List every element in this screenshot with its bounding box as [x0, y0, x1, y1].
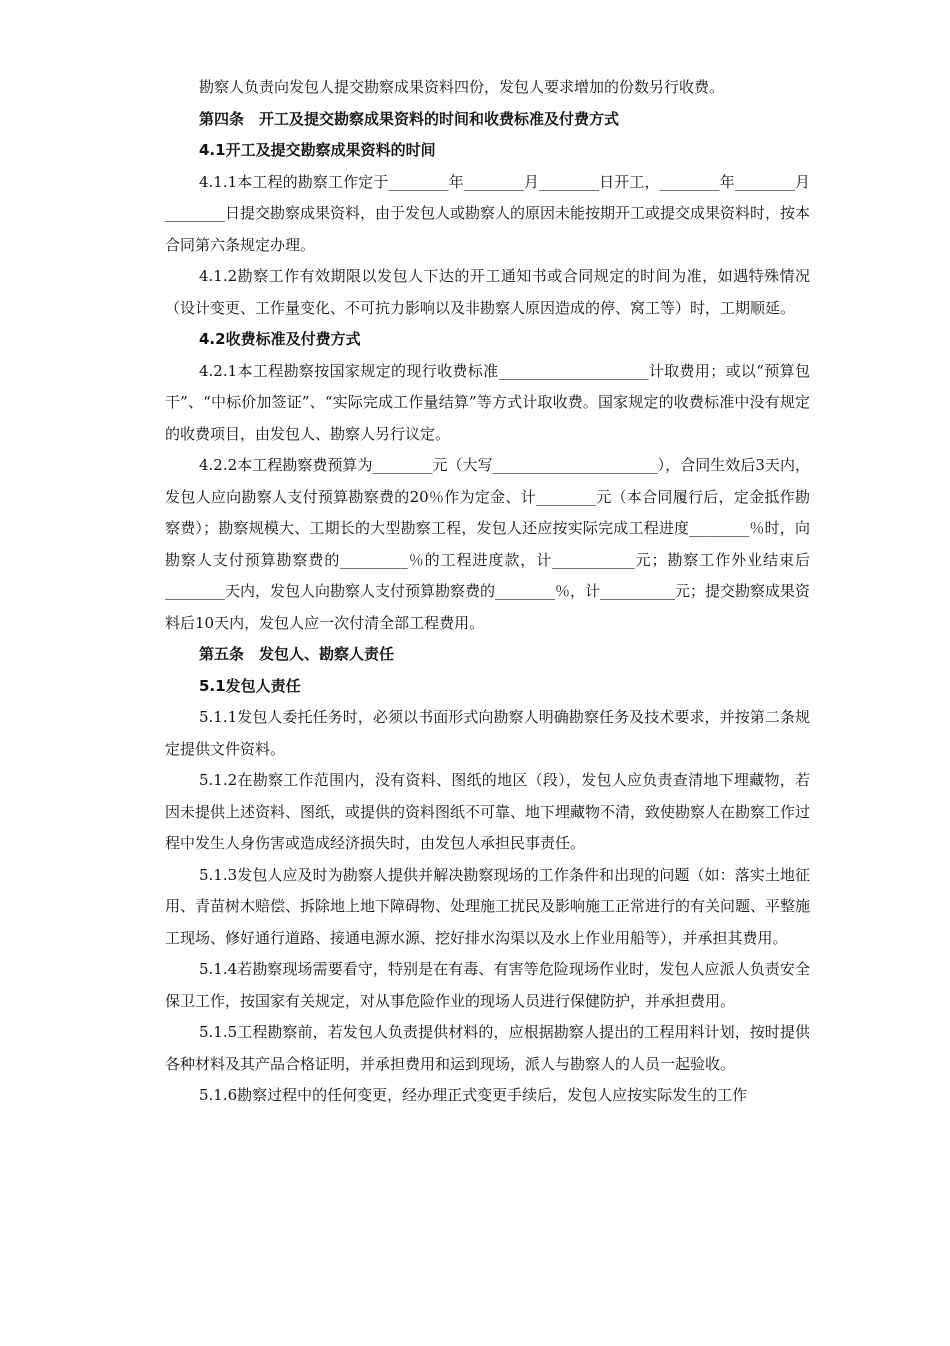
clause-4-2-1: 4.2.1本工程勘察按国家规定的现行收费标准____________________计取费用；或以“预算包干”、“中标价加签证”、“实际完成工作量结算”等方式计取收费。国家规定的收费标准中没有规定的收费项目，由发包人、勘察人另行议定。 — [165, 361, 810, 443]
clause-4-1-2: 4.1.2勘察工作有效期限以发包人下达的开工通知书或合同规定的时间为准，如遇特殊情况（设计变更、工作量变化、不可抗力影响以及非勘察人原因造成的停、窝工等）时，工期顺延。 — [165, 267, 810, 317]
document-body — [165, 72, 810, 1112]
clause-5-1-6: 5.1.6勘察过程中的任何变更，经办理正式变更手续后，发包人应按实际发生的工作 — [199, 1086, 748, 1104]
section-4-2-heading: 4.2收费标准及付费方式 — [199, 330, 361, 348]
clause-5-1-3: 5.1.3发包人应及时为勘察人提供并解决勘察现场的工作条件和出现的问题（如：落实土地征用、青苗树木赔偿、拆除地上地下障碍物、处理施工扰民及影响施工正常进行的有关问题、平整施工现场、修好通行道路、接通电源水源、挖好排水沟渠以及水上作业用船等），并承担其费用。 — [165, 865, 811, 947]
clause-5-1-4: 5.1.4若勘察现场需要看守，特别是在有毒、有害等危险现场作业时，发包人应派人负责安全保卫工作，按国家有关规定，对从事危险作业的现场人员进行保健防护，并承担费用。 — [165, 960, 810, 1010]
section-4-1-heading: 4.1开工及提交勘察成果资料的时间 — [199, 141, 436, 159]
clause-5-1-5: 5.1.5工程勘察前，若发包人负责提供材料的，应根据勘察人提出的工程用料计划，按时提供各种材料及其产品合格证明，并承担费用和运到现场，派人与勘察人的人员一起验收。 — [165, 1023, 810, 1073]
article-4-heading: 第四条 开工及提交勘察成果资料的时间和收费标准及付费方式 — [199, 109, 620, 128]
clause-4-1-1: 4.1.1本工程的勘察工作定于________年________月________日开工，________年________月________日提交勘察成果资料，由于发包人或勘察人的原因未能按期开工或提交成果资料时，按本合同第六条规定办理。 — [165, 172, 811, 254]
clause-5-1-2: 5.1.2在勘察工作范围内，没有资料、图纸的地区（段），发包人应负责查清地下埋藏物，若因未提供上述资料、图纸，或提供的资料图纸不可靠、地下埋藏物不清，致使勘察人在勘察工作过程中发生人身伤害或造成经济损失时，由发包人承担民事责任。 — [165, 771, 811, 852]
clause-4-2-2: 4.2.2本工程勘察费预算为________元（大写______________________），合同生效后3天内，发包人应向勘察人支付预算勘察费的20％作为定金、计________元（本合同履行后，定金抵作勘察费）；勘察规模大、工期长的大型勘察工程，发包人还应按实际完成工程进度________％时，向勘察人支付预算勘察费的_________％的工程进度款，计___________元；勘察工作外业结束后________天内，发包人向勘察人支付预算勘察费的________％，计__________元；提交勘察成果资料后10天内，发包人应一次付清全部工程费用。 — [165, 456, 811, 632]
clause-5-1-1: 5.1.1发包人委托任务时，必须以书面形式向勘察人明确勘察任务及技术要求，并按第二条规定提供文件资料。 — [165, 708, 810, 758]
section-5-1-heading: 5.1发包人责任 — [199, 676, 301, 695]
paragraph-results-copies: 勘察人负责向发包人提交勘察成果资料四份，发包人要求增加的份数另行收费。 — [199, 78, 725, 96]
article-5-heading: 第五条 发包人、勘察人责任 — [199, 645, 395, 663]
